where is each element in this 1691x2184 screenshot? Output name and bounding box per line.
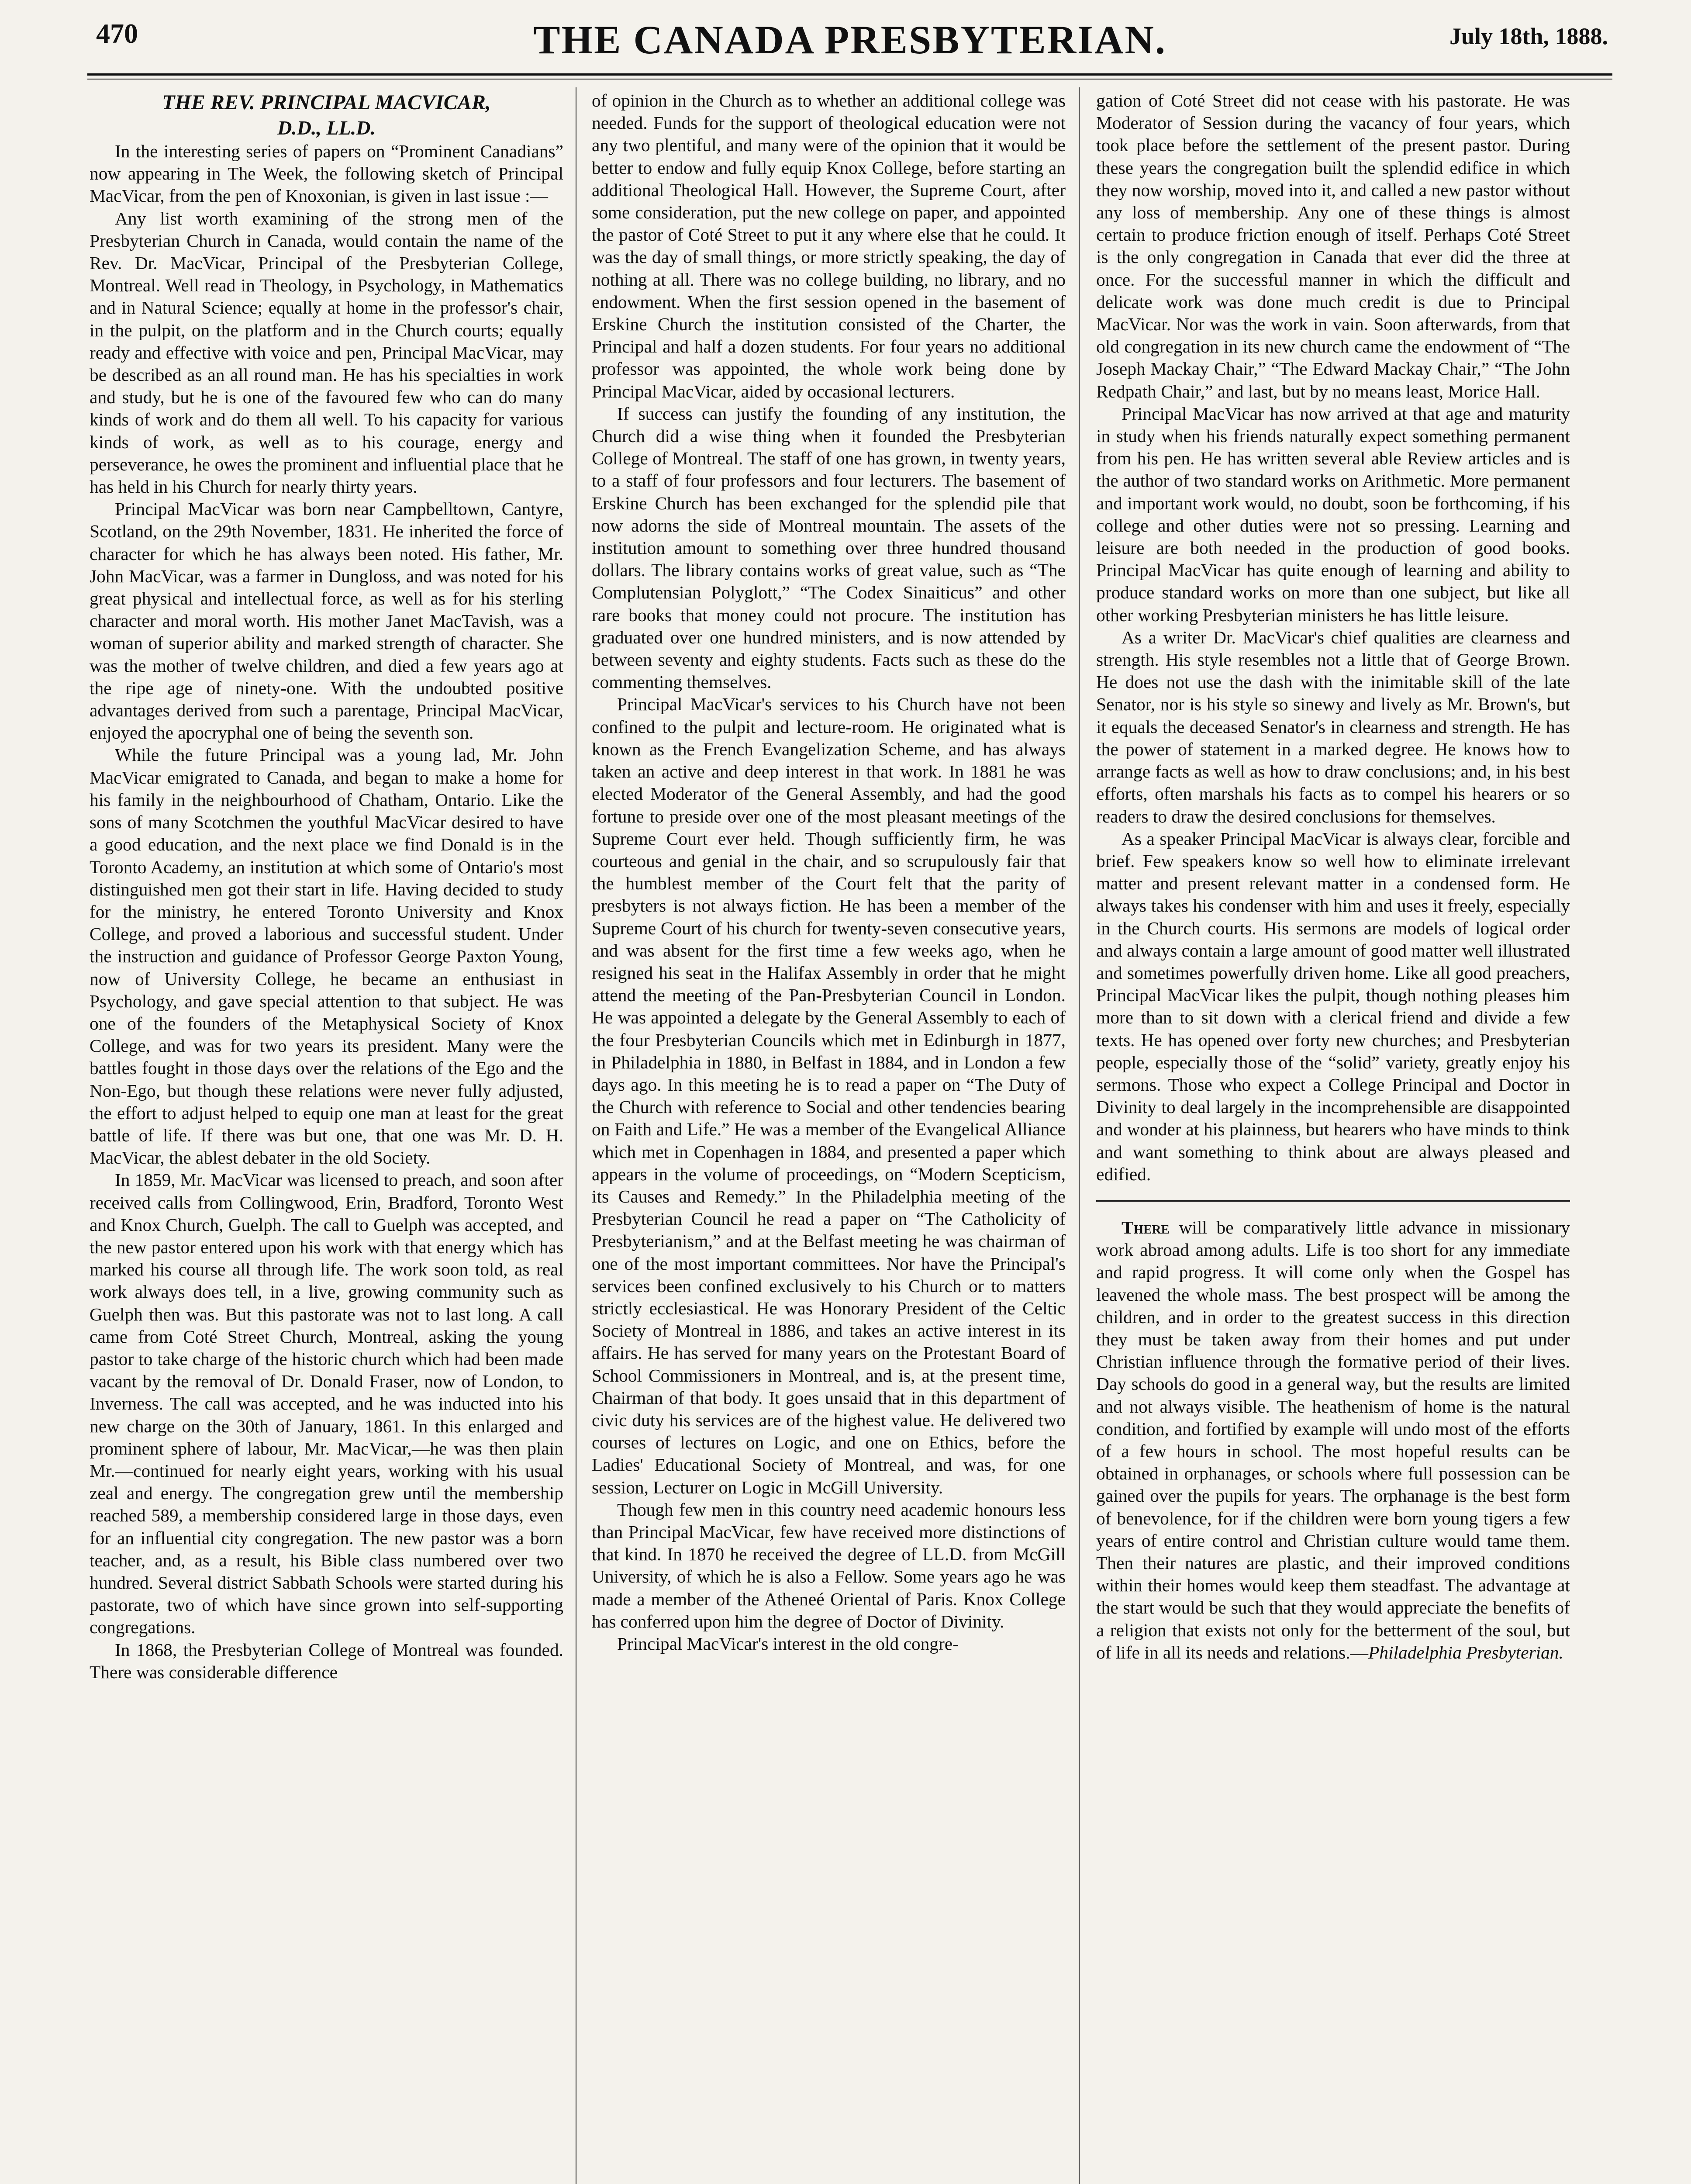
column-2	[592, 90, 1066, 1655]
paragraph: As a speaker Principal MacVicar is always clear, forcible and brief. Few speakers know so well how to eliminate irrelevant matter and present relevant matter in a condensed form. He always takes his condenser with him and uses it freely, especially in the Church courts. His sermons are models of logical order and always contain a large amount of good matter well illustrated and sometimes powerfully driven home. Like all good preachers, Principal MacVicar likes the pulpit, though nothing pleases him more than to sit down with a clerical friend and divide a few texts. He has opened over forty new churches; and Presbyterian people, especially those of the “solid” variety, greatly enjoy his sermons. Those who expect a College Principal and Doctor in Divinity to deal largely in the incomprehensible are disappointed and wonder at his plainness, but hearers who have minds to think and want something to think about are always pleased and edified.	[1096, 828, 1570, 1184]
paragraph: In the interesting series of papers on “Prominent Canadians” now appearing in The Week, the following sketch of Principal MacVicar, from the pen of Knoxonian, is given in last issue :—	[90, 141, 563, 206]
paragraph: As a writer Dr. MacVicar's chief qualities are clearness and strength. His style resembles not a little that of George Brown. He does not use the dash with the inimitable skill of the late Senator, nor is his style so sinewy and lively as Mr. Brown's, but it equals the deceased Senator's in clearness and strength. He has the power of statement in a marked degree. He knows how to arrange facts as well as how to draw conclusions; and, in his best efforts, often marshals his facts as to compel his hearers or so readers to draw the desired conclusions for themselves.	[1096, 627, 1570, 826]
paragraph: of opinion in the Church as to whether an additional college was needed. Funds for the support of theological education were not any two plentiful, and many were of the opinion that it would be better to endow and fully equip Knox College, before starting an additional Theological Hall. However, the Supreme Court, after some consideration, put the new college on paper, and appointed the pastor of Coté Street to put it any where else that he could. It was the day of small things, or more strictly speaking, the day of nothing at all. There was no college building, no library, and no endowment. When the first session opened in the basement of Erskine Church the institution consisted of the Charter, the Principal and half a dozen students. For four years no additional professor was appointed, the whole work being done by Principal MacVicar, aided by occasional lecturers.	[592, 90, 1066, 401]
paragraph: In 1868, the Presbyterian College of Montreal was founded. There was considerable difference	[90, 1639, 563, 1682]
paragraph: Any list worth examining of the strong men of the Presbyterian Church in Canada, would contain the name of the Rev. Dr. MacVicar, Principal of the Presbyterian College, Montreal. Well read in Theology, in Psychology, in Mathematics and in Natural Science; equally at home in the professor's chair, in the pulpit, on the platform and in the Church courts; equally ready and effective with voice and pen, Principal MacVicar, may be described as an all round man. He has his specialties in work and study, but he is one of the favoured few who can do many kinds of work and do them all well. To his capacity for various kinds of work, as well as to his courage, energy and perseverance, he owes the prominent and influential place that he has held in his Church for nearly thirty years.	[90, 208, 563, 497]
second-article-paragraph	[1096, 1216, 1570, 1664]
column-3	[1096, 90, 1570, 1664]
masthead-title: THE CANADA PRESBYTERIAN.	[533, 17, 1166, 62]
paragraph: In 1859, Mr. MacVicar was licensed to preach, and soon after received calls from Collingwood, Erin, Bradford, Toronto West and Knox Church, Guelph. The call to Guelph was accepted, and the new pastor entered upon his work with that energy which has marked his course all through life. The work soon told, as real work always does tell, in a live, growing community such as Guelph then was. But this pastorate was not to last long. A call came from Coté Street Church, Montreal, asking the young pastor to take charge of the historic church which had been made vacant by the removal of Dr. Donald Fraser, now of London, to Inverness. The call was accepted, and he was inducted into his new charge on the 30th of January, 1861. In this enlarged and prominent sphere of labour, Mr. MacVicar,—he was then plain Mr.—continued for nearly eight years, working with his usual zeal and energy. The congregation grew until the membership reached 589, a membership considered large in those days, even for an influential city congregation. The new pastor was a born teacher, and, as a result, his Bible class numbered over two hundred. Several district Sabbath Schools were started during his pastorate, two of which have since grown into self-supporting congregations.	[90, 1170, 563, 1638]
paragraph: Principal MacVicar's services to his Church have not been confined to the pulpit and lecture-room. He originated what is known as the French Evangelization Scheme, and has always taken an active and deep interest in that work. In 1881 he was elected Moderator of the General Assembly, and had the good fortune to preside over one of the most pleasant meetings of the Supreme Court ever held. Though sufficiently firm, he was courteous and genial in the chair, and so scrupulously fair that the humblest member of the Court felt that the parity of presbyters is not always fiction. He has been a member of the Supreme Court of his church for twenty-seven consecutive years, and was absent for the first time a few weeks ago, when he resigned his seat in the Halifax Assembly in order that he might attend the meeting of the Pan-Presbyterian Council in London. He was appointed a delegate by the General Assembly to each of the four Presbyterian Councils which met in Edinburgh in 1877, in Philadelphia in 1880, in Belfast in 1884, and in London a few days ago. In this meeting he is to read a paper on “The Duty of the Church with reference to Social and other tendencies bearing on Faith and Life.” He was a member of the Evangelical Alliance which met in Copenhagen in 1884, and presented a paper which appears in the volume of proceedings, on “Modern Scepticism, its Causes and Remedy.” In the Philadelphia meeting of the Presbyterian Council he read a paper on “The Catholicity of Presbyterianism,” and at the Belfast meeting he was chairman of one of the most important committees. Nor have the Principal's services been confined exclusively to his Church or to matters strictly ecclesiastical. He was Honorary President of the Celtic Society of Montreal in 1886, and takes an active interest in its affairs. He has served for many years on the Protestant Board of School Commissioners in Montreal, and is, at the present time, Chairman of that body. It goes unsaid that in this department of civic duty his services are of the highest value. He delivered two courses of lectures on Logic, and one on Ethics, before the Ladies' Educational Society of Montreal, and was, for one session, Lecturer on Logic in McGill University.	[592, 694, 1066, 1497]
page-header	[87, 13, 1612, 66]
paragraph: gation of Coté Street did not cease with his pastorate. He was Moderator of Session during the vacancy of four years, which took place before the settlement of the present pastor. During these years the congregation built the splendid edifice in which they now worship, moved into it, and called a new pastor without any loss of membership. Any one of these things is almost certain to produce friction enough of itself. Perhaps Coté Street is the only congregation in Canada that ever did the three at once. For the successful manner in which the difficult and delicate work was done much credit is due to Principal MacVicar. Nor was the work in vain. Soon afterwards, from that old congregation in its new church came the endowment of “The Joseph Mackay Chair,” “The Edward Mackay Chair,” “The John Redpath Chair,” and last, but by no means least, Morice Hall.	[1096, 90, 1570, 401]
paragraph: Principal MacVicar's interest in the old congre-	[617, 1634, 959, 1654]
article-separator	[1096, 1200, 1570, 1202]
paragraph: While the future Principal was a young lad, Mr. John MacVicar emigrated to Canada, and began to make a home for his family in the neighbourhood of Chatham, Ontario. Like the sons of many Scotchmen the youthful MacVicar desired to have a good education, and the next place we find Donald is in the Toronto Academy, an institution at which some of Ontario's most distinguished men got their start in life. Having decided to study for the ministry, he entered Toronto University and Knox College, and proved a laborious and successful student. Under the instruction and guidance of Professor George Paxton Young, now of University College, he became an enthusiast in Psychology, and gave special attention to that subject. He was one of the founders of the Metaphysical Society of Knox College, and was for two years its president. Many were the battles fought in those days over the relations of the Ego and the Non-Ego, but though these relations were never fully adjusted, the effort to adjust helped to equip one man at least for the great battle of life. If there was but one, that one was Mr. D. H. MacVicar, the ablest debater in the old Society.	[90, 745, 563, 1168]
article-title: THE REV. PRINCIPAL MACVICAR,	[162, 91, 491, 114]
second-article-body: will be comparatively little advance in missionary work abroad among adults. Life is too short for any immediate and rapid progress. It will come only when the Gospel has leavened the whole mass. The best prospect will be among the children, and in order to the greatest success in this direction they must be taken away from their homes and put under Christian influence through the formative period of their lives. Day schools do good in a general way, but the results are limited and not always visible. The heathenism of home is the natural condition, and fortified by example will undo most of the efforts of a few hours in school. The most hopeful results can be obtained in orphanages, or schools where full possession can be gained over the pupils for years. The orphanage is the best form of benevolence, for if the children were born young tigers a few years of entire control and Christian culture would tame them. Then their natures are plastic, and their improved conditions within their homes would keep them steadfast. The advantage at the start would be such that they would appreciate the benefits of a religion that exists not only for the betterment of the soul, but of life in all its needs and relations.—	[1096, 1217, 1570, 1662]
issue-date: July 18th, 1888.	[1449, 23, 1608, 49]
paragraph: Principal MacVicar has now arrived at that age and maturity in study when his friends naturally expect something permanent from his pen. He has written several able Review articles and is the author of two standard works on Arithmetic. More permanent and important work would, no doubt, soon be forthcoming, if his college and other duties were not so pressing. Learning and leisure are both needed in the production of good books. Principal MacVicar has quite enough of learning and ability to produce standard works on more than one subject, but like all other working Presbyterian ministers he has little leisure.	[1096, 403, 1570, 625]
source-attribution: Philadelphia Presbyterian.	[1368, 1642, 1563, 1662]
column-divider	[1079, 87, 1080, 2184]
header-rule	[87, 73, 1612, 76]
page-number: 470	[96, 18, 138, 49]
column-1	[90, 90, 563, 1683]
lead-word: There	[1122, 1217, 1170, 1237]
article-subtitle: D.D., LL.D.	[277, 117, 376, 139]
paragraph: Principal MacVicar was born near Campbelltown, Cantyre, Scotland, on the 29th November, 1831. He inherited the force of character for which he has always been noted. His father, Mr. John MacVicar, was a farmer in Dungloss, and was noted for his great physical and intellectual force, as well as for his sterling character and moral worth. His mother Janet MacTavish, was a woman of superior ability and marked strength of character. She was the mother of twelve children, and died a few years ago at the ripe age of ninety-one. With the undoubted positive advantages derived from such a parentage, Principal MacVicar, enjoyed the apocryphal one of being the seventh son.	[90, 499, 563, 743]
paragraph: Though few men in this country need academic honours less than Principal MacVicar, few have received more distinctions of that kind. In 1870 he received the degree of LL.D. from McGill University, of which he is also a Fellow. Some years ago he was made a member of the Atheneé Oriental of Paris. Knox College has conferred upon him the degree of Doctor of Divinity.	[592, 1499, 1066, 1631]
paragraph: If success can justify the founding of any institution, the Church did a wise thing when it founded the Presbyterian College of Montreal. The staff of one has grown, in twenty years, to a staff of four professors and four lecturers. The basement of Erskine Church has been exchanged for the splendid pile that now adorns the side of Montreal mountain. The assets of the institution amount to something over three hundred thousand dollars. The library contains works of great value, such as “The Complutensian Polyglott,” “The Codex Sinaiticus” and other rare books that money could not procure. The institution has graduated over one hundred ministers, and is now attended by between seventy and eighty students. Facts such as these do the commenting themselves.	[592, 403, 1066, 692]
